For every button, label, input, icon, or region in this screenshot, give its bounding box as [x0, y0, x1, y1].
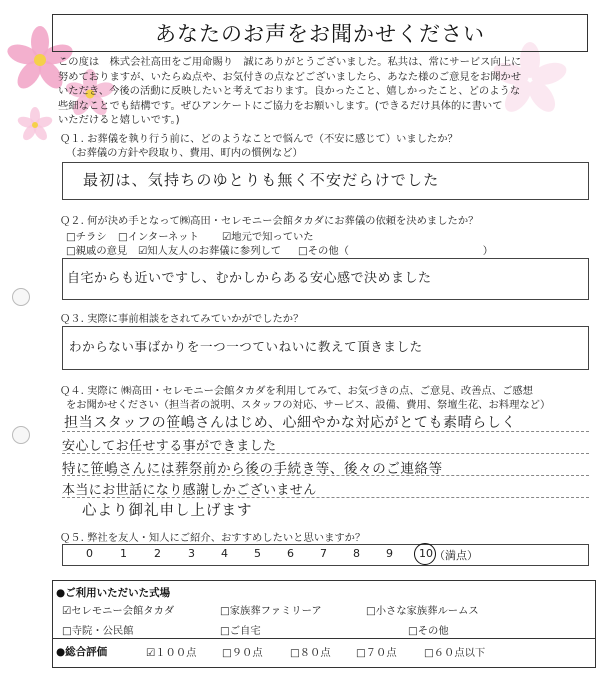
q2-option-flyer[interactable]: □チラシ: [66, 231, 107, 243]
question-5-text: Ｑ５. 弊社を友人・知人にご紹介、おすすめしたいと思いますか？: [60, 532, 366, 544]
intro-line: 些細なことでも結構です。ぜひアンケートにご協力をお願いします。(できるだけ具体的に書いて: [58, 99, 503, 112]
question-1: [60, 132, 458, 160]
question-2-text: Ｑ２. 何が決め手となって㈱高田・セレモニー会館タカダにお葬儀の依頼を決めましたか？: [60, 215, 479, 227]
question-4-text: Ｑ４. 実際に ㈱高田・セレモニー会館タカダを利用してみて、お気づきの点、ご意見、改善点、ご感想: [60, 385, 533, 397]
q2-option-relatives[interactable]: □親戚の意見: [66, 245, 128, 257]
intro-line: 努めておりますが、いたらぬ点や、お気付きの点などございましたら、あなた様のご意見をお聞かせ: [58, 70, 522, 83]
answer-3-box[interactable]: [62, 326, 589, 370]
venue-option-takada[interactable]: ☑セレモニー会館タカダ: [62, 605, 175, 617]
q2-option-other[interactable]: □その他（ ）: [298, 245, 494, 257]
scale-1[interactable]: 1: [120, 547, 127, 560]
option-label: １００点: [155, 647, 197, 659]
question-3: [60, 312, 303, 326]
option-label: ９０点: [231, 647, 263, 659]
scale-2[interactable]: 2: [154, 547, 161, 560]
section-divider: [52, 638, 596, 639]
answer-4-line: 本当にお世話になり感謝しかございません: [62, 483, 317, 498]
answer-3-text: わからない事ばかりを一つ一つていねいに教えて頂きました: [69, 339, 423, 354]
option-label: インターネット: [127, 231, 199, 243]
option-label: ６０点以下: [433, 647, 486, 659]
scale-4[interactable]: 4: [221, 547, 228, 560]
q2-option-friends-funeral[interactable]: ☑知人友人のお葬儀に参列して: [138, 245, 282, 257]
answer-2-text: 自宅からも近いですし、むかしからある安心感で決めました: [67, 271, 432, 286]
q2-option-local[interactable]: ☑地元で知っていた: [222, 231, 314, 243]
q2-option-internet[interactable]: □インターネット: [118, 231, 199, 243]
answer-2-box[interactable]: [62, 258, 589, 300]
intro-text: [58, 55, 588, 128]
answer-4-line: 安心してお任せする事ができました: [62, 439, 277, 454]
rating-option-80[interactable]: □８０点: [290, 647, 331, 659]
page-title: あなたのお声をお聞かせください: [52, 14, 588, 52]
venue-option-temple[interactable]: □寺院・公民館: [62, 625, 134, 637]
scale-0[interactable]: 0: [86, 547, 93, 560]
scale-6[interactable]: 6: [287, 547, 294, 560]
venue-option-home[interactable]: □ご自宅: [220, 625, 261, 637]
scale-8[interactable]: 8: [353, 547, 360, 560]
venue-option-other[interactable]: □その他: [408, 625, 449, 637]
answer-4-line: 特に笹嶋さんには葬祭前から後の手続き等、後々のご連絡等: [62, 461, 443, 477]
rating-option-70[interactable]: □７０点: [356, 647, 397, 659]
rating-option-60-below[interactable]: □６０点以下: [424, 647, 486, 659]
intro-line: いただけると嬉しいです。): [58, 114, 180, 127]
venue-option-rooms[interactable]: □小さな家族葬ルームス: [366, 605, 479, 617]
scale-suffix: （満点）: [434, 549, 478, 562]
option-label: 親戚の意見: [75, 245, 128, 257]
intro-line: この度は 株式会社高田をご用命賜り 誠にありがとうございました。私共は、常にサービス向上に: [58, 56, 522, 68]
punch-hole: [12, 426, 30, 444]
scale-3[interactable]: 3: [188, 547, 195, 560]
rating-option-100[interactable]: ☑１００点: [146, 647, 197, 659]
option-label: 家族葬ファミリーア: [229, 605, 322, 617]
question-1-hint: （お葬儀の方針や段取り、費用、町内の慣例など）: [66, 147, 303, 159]
answer-4-box[interactable]: [62, 410, 589, 518]
flower-decoration-icon: [14, 104, 56, 146]
option-label: セレモニー会館タカダ: [71, 605, 175, 617]
scale-10[interactable]: 10: [419, 547, 433, 560]
punch-hole: [12, 288, 30, 306]
option-label: 小さな家族葬ルームス: [375, 605, 479, 617]
scale-7[interactable]: 7: [320, 547, 327, 560]
selected-score-circle: [414, 543, 436, 565]
option-label: チラシ: [75, 231, 107, 243]
option-label: その他: [417, 625, 449, 637]
question-4-hint: をお聞かせください（担当者の説明、スタッフの対応、サービス、設備、費用、祭壇生花、お料理など）: [66, 399, 551, 411]
venue-heading: ●ご利用いただいた式場: [56, 587, 171, 599]
option-label: ご自宅: [229, 625, 261, 637]
question-2: [60, 214, 478, 228]
option-label: 地元で知っていた: [231, 231, 314, 243]
question-1-text: Ｑ１. お葬儀を執り行う前に、どのようなことで悩んで（不安に感じて）いましたか？: [60, 133, 458, 145]
answer-1-box[interactable]: [62, 162, 589, 200]
scale-9[interactable]: 9: [386, 547, 393, 560]
rating-option-90[interactable]: □９０点: [222, 647, 263, 659]
answer-4-line: 心より御礼申し上げます: [82, 503, 253, 519]
option-label: ８０点: [299, 647, 331, 659]
rating-heading: ●総合評価: [56, 646, 108, 658]
option-label: 知人友人のお葬儀に参列して: [147, 245, 282, 257]
question-4: [60, 384, 550, 412]
intro-line: いただき、今後の活動に反映したいと考えております。良かったこと、嬉しかったこと、どのような: [58, 85, 521, 98]
scale-5[interactable]: 5: [254, 547, 261, 560]
option-label: その他（ ）: [307, 245, 494, 257]
question-5: [60, 531, 365, 545]
venue-option-familiar[interactable]: □家族葬ファミリーア: [220, 605, 322, 617]
option-label: ７０点: [365, 647, 397, 659]
option-label: 寺院・公民館: [71, 625, 134, 637]
answer-1-text: 最初は、気持ちのゆとりも無く不安だらけでした: [83, 171, 440, 189]
question-3-text: Ｑ３. 実際に事前相談をされてみていかがでしたか？: [60, 313, 304, 325]
answer-4-line: 担当スタッフの笹嶋さんはじめ、心細やかな対応がとても素晴らしく: [64, 415, 517, 431]
